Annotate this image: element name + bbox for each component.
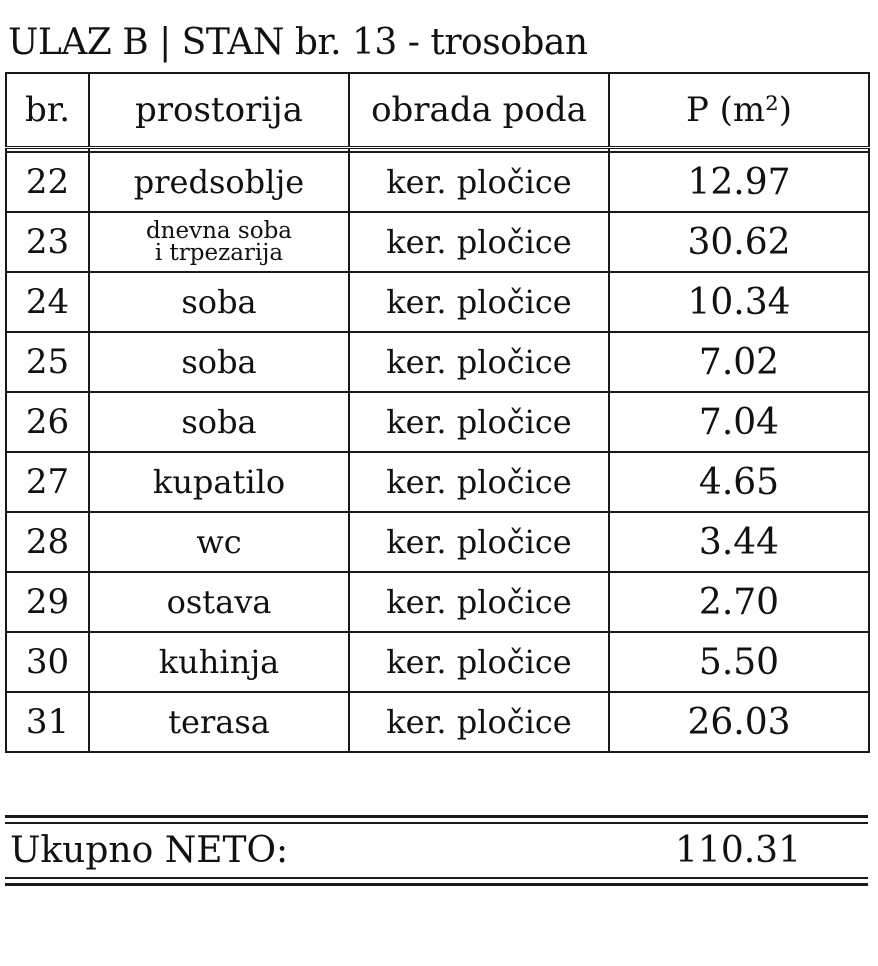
table-row <box>6 452 869 512</box>
cell-floor-finish: ker. pločice <box>349 332 609 392</box>
cell-floor-finish: ker. pločice <box>349 212 609 272</box>
cell-area: 26.03 <box>609 692 869 752</box>
cell-floor-finish: ker. pločice <box>349 152 609 212</box>
cell-room <box>89 212 349 272</box>
total-value: 110.31 <box>675 830 801 871</box>
total-divider-top-inner <box>5 822 868 824</box>
header-number: br. <box>6 73 89 148</box>
cell-area: 7.04 <box>609 392 869 452</box>
cell-room: terasa <box>89 692 349 752</box>
table-row <box>6 572 869 632</box>
header-room: prostorija <box>89 73 349 148</box>
table-header-row <box>6 73 869 148</box>
table-row <box>6 272 869 332</box>
cell-area: 12.97 <box>609 152 869 212</box>
table-row <box>6 632 869 692</box>
cell-area: 5.50 <box>609 632 869 692</box>
cell-room: soba <box>89 332 349 392</box>
page-title: ULAZ B | STAN br. 13 - trosoban <box>8 22 588 63</box>
cell-number: 22 <box>6 152 89 212</box>
table-row <box>6 512 869 572</box>
cell-number: 30 <box>6 632 89 692</box>
cell-area: 2.70 <box>609 572 869 632</box>
cell-room-line1: dnevna soba <box>145 218 293 244</box>
rooms-table <box>5 72 870 753</box>
cell-area: 4.65 <box>609 452 869 512</box>
cell-number: 27 <box>6 452 89 512</box>
cell-area: 10.34 <box>609 272 869 332</box>
cell-number: 24 <box>6 272 89 332</box>
cell-area: 7.02 <box>609 332 869 392</box>
cell-room: kupatilo <box>89 452 349 512</box>
cell-number: 23 <box>6 212 89 272</box>
table-row <box>6 332 869 392</box>
cell-number: 26 <box>6 392 89 452</box>
cell-floor-finish: ker. pločice <box>349 692 609 752</box>
cell-number: 28 <box>6 512 89 572</box>
cell-floor-finish: ker. pločice <box>349 392 609 452</box>
total-divider-bottom <box>5 883 868 886</box>
cell-number: 25 <box>6 332 89 392</box>
cell-floor-finish: ker. pločice <box>349 452 609 512</box>
cell-number: 31 <box>6 692 89 752</box>
cell-room: ostava <box>89 572 349 632</box>
total-divider-bottom-inner <box>5 877 868 879</box>
cell-floor-finish: ker. pločice <box>349 512 609 572</box>
table-row <box>6 152 869 212</box>
cell-area: 30.62 <box>609 212 869 272</box>
table-row <box>6 392 869 452</box>
header-area: P (m²) <box>609 73 869 148</box>
cell-floor-finish: ker. pločice <box>349 632 609 692</box>
total-divider-top <box>5 815 868 818</box>
cell-room: predsoblje <box>89 152 349 212</box>
cell-room: soba <box>89 392 349 452</box>
cell-room-line2: i trpezarija <box>154 240 284 266</box>
cell-room: wc <box>89 512 349 572</box>
cell-area: 3.44 <box>609 512 869 572</box>
total-label: Ukupno NETO: <box>10 830 289 871</box>
header-floor-finish: obrada poda <box>349 73 609 148</box>
cell-floor-finish: ker. pločice <box>349 572 609 632</box>
cell-floor-finish: ker. pločice <box>349 272 609 332</box>
cell-number: 29 <box>6 572 89 632</box>
cell-room: kuhinja <box>89 632 349 692</box>
table-row <box>6 692 869 752</box>
cell-room: soba <box>89 272 349 332</box>
table-row <box>6 212 869 272</box>
